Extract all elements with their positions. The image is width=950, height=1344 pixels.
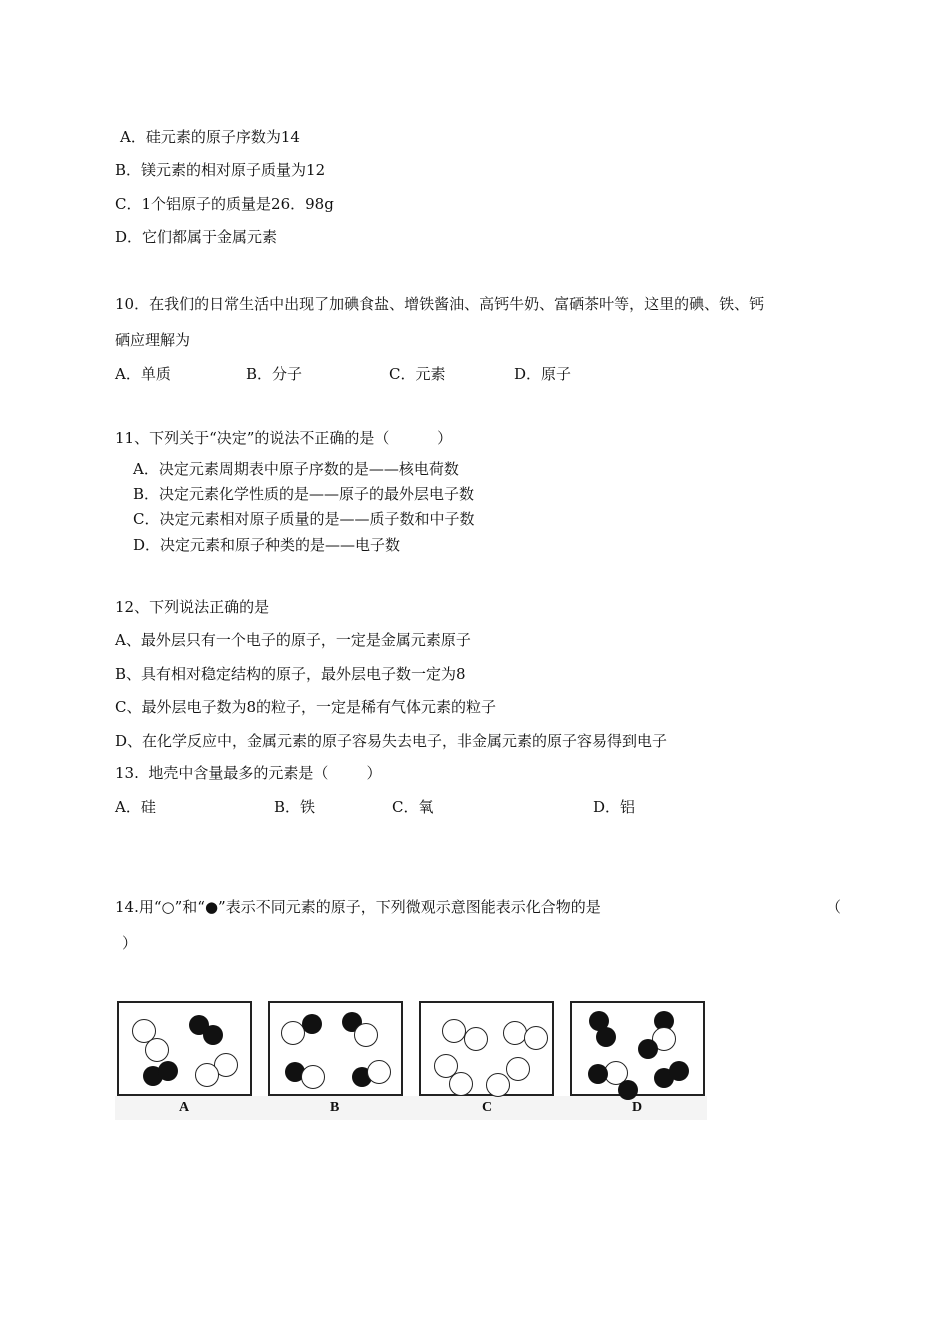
q10-stem-line2: 硒应理解为: [115, 331, 191, 349]
black-atom: [638, 1039, 658, 1059]
white-atom: [367, 1060, 391, 1084]
q13-stem: 13. 地壳中含量最多的元素是（ ）: [115, 764, 382, 782]
q10-option-c: C．元素: [389, 365, 446, 383]
q13-option-b: B．铁: [274, 798, 316, 816]
q12-option-a: A、最外层只有一个电子的原子，一定是金属元素原子: [115, 631, 471, 649]
q12-option-b: B、具有相对稳定结构的原子，最外层电子数一定为8: [115, 665, 466, 683]
black-atom: [588, 1064, 608, 1084]
black-atom: [203, 1025, 223, 1045]
q10-option-a: A．单质: [115, 365, 171, 383]
white-atom: [506, 1057, 530, 1081]
q11-option-d: D．决定元素和原子种类的是——电子数: [133, 536, 401, 554]
q10-option-b: B．分子: [246, 365, 303, 383]
q13-option-c: C．氧: [392, 798, 434, 816]
white-atom: [145, 1038, 169, 1062]
white-atom: [301, 1065, 325, 1089]
q12-option-c: C、最外层电子数为8的粒子，一定是稀有气体元素的粒子: [115, 698, 497, 716]
q10-option-d: D．原子: [514, 365, 572, 383]
white-atom: [354, 1023, 378, 1047]
q9-option-b: B．镁元素的相对原子质量为12: [115, 161, 326, 179]
figure-label-strip: [115, 1096, 707, 1120]
panel-label-b: B: [330, 1100, 340, 1115]
black-atom: [669, 1061, 689, 1081]
q11-stem: 11、下列关于“决定”的说法不正确的是（ ）: [115, 429, 453, 447]
panel-label-d: D: [632, 1100, 643, 1115]
diagram-panel-b: [268, 1001, 403, 1096]
white-atom: [486, 1073, 510, 1097]
white-atom: [449, 1072, 473, 1096]
q9-option-c: C．1个铝原子的质量是26．98g: [115, 195, 334, 213]
panel-label-c: C: [482, 1100, 493, 1115]
q11-option-b: B．决定元素化学性质的是——原子的最外层电子数: [133, 485, 475, 503]
q14-paren-open: （: [826, 898, 842, 916]
white-atom: [464, 1027, 488, 1051]
panel-label-a: A: [179, 1100, 190, 1115]
black-atom: [618, 1080, 638, 1100]
black-atom: [596, 1027, 616, 1047]
q11-option-a: A．决定元素周期表中原子序数的是——核电荷数: [133, 460, 459, 478]
q12-option-d: D、在化学反应中，金属元素的原子容易失去电子，非金属元素的原子容易得到电子: [115, 732, 668, 750]
white-atom: [442, 1019, 466, 1043]
diagram-panel-d: [570, 1001, 705, 1096]
q14-paren-close: ）: [122, 934, 138, 952]
q14-stem: 14.用“○”和“●”表示不同元素的原子，下列微观示意图能表示化合物的是: [115, 898, 601, 916]
diagram-panel-a: [117, 1001, 252, 1096]
q10-stem-line1: 10．在我们的日常生活中出现了加碘食盐、增铁酱油、高钙牛奶、富硒茶叶等，这里的碘、铁、钙: [115, 295, 765, 313]
q13-option-d: D．铝: [593, 798, 636, 816]
black-atom: [158, 1061, 178, 1081]
black-atom: [302, 1014, 322, 1034]
white-atom: [524, 1026, 548, 1050]
q13-option-a: A．硅: [115, 798, 156, 816]
white-atom: [503, 1021, 527, 1045]
q11-option-c: C．决定元素相对原子质量的是——质子数和中子数: [133, 510, 475, 528]
diagram-panel-c: [419, 1001, 554, 1096]
q9-option-a: A．硅元素的原子序数为14: [120, 128, 300, 146]
q12-stem: 12、下列说法正确的是: [115, 598, 270, 616]
q9-option-d: D．它们都属于金属元素: [115, 228, 278, 246]
white-atom: [195, 1063, 219, 1087]
